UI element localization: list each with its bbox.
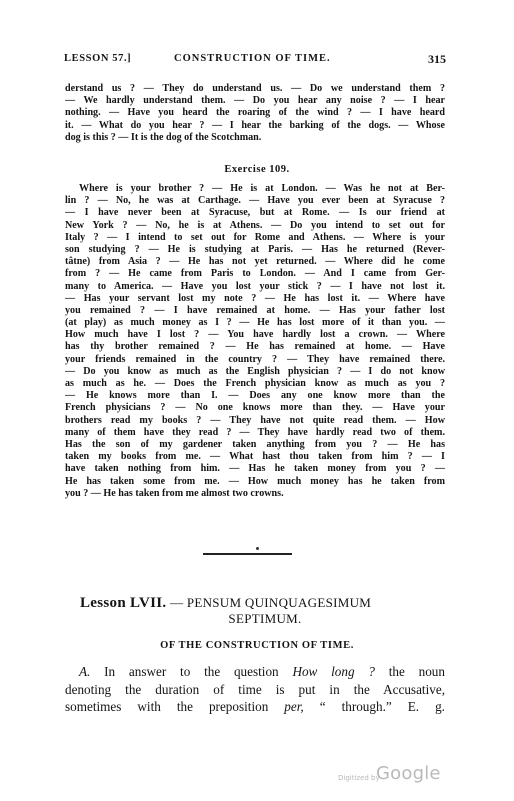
ornament-dot	[256, 547, 259, 550]
text-line: brothers read my books ? — They have not quite read them. — How	[65, 414, 445, 426]
text-line: many of them have they read ? — They have hardly read two of them.	[65, 426, 445, 438]
text-line: — Do you know as much as the English physician ? — I do not know	[65, 365, 445, 377]
google-logo: Google	[376, 763, 441, 784]
google-watermark	[338, 762, 448, 788]
exercise-heading: Exercise 109.	[224, 164, 290, 175]
lesson-heading	[80, 595, 440, 626]
lesson-title-line2: SEPTIMUM.	[228, 611, 302, 626]
italic-term: per,	[284, 699, 304, 714]
text-line: Has the son of my gardener taken anything from you ? — He has	[65, 438, 445, 450]
text-line: New York ? — No, he is at Athens. — Do you intend to set out for	[65, 219, 445, 231]
text-line: French physicians ? — No one knows more than they. — Have your	[65, 402, 445, 414]
paragraph-text: sometimes with the preposition	[65, 699, 285, 714]
text-line: have taken nothing from him. — Has he taken money from you ? —	[65, 463, 445, 475]
running-header	[64, 53, 446, 67]
text-line: Where is your brother ? — He is at London. — Was he not at Ber-	[79, 183, 445, 194]
paragraph-text: In answer to the question	[90, 664, 293, 679]
text-line: — I have never been at Syracuse, but at Rome. — Is our friend at	[65, 207, 445, 219]
paragraph-text: “ through.” E. g.	[303, 699, 445, 714]
text-line: as much as he. — Does the French physician know as much as you ?	[65, 378, 445, 389]
text-line: dog is this ? — It is the dog of the Scotchman.	[65, 131, 262, 143]
text-line: He has taken some from me. — How much money has he taken from	[65, 475, 445, 487]
exercise-109-text	[65, 183, 445, 500]
text-line: Italy ? — I intend to set out for Rome and Athens. — Where is your	[65, 231, 445, 243]
watermark-digitized: Digitized by	[338, 774, 380, 782]
continued-exercise-text	[65, 83, 445, 144]
text-line: tâtne) from Asia ? — He has not yet returned. — Where did he come	[65, 256, 445, 268]
text-line: you remained ? — I have remained at home. — Has your father lost	[65, 304, 445, 316]
text-line: — We hardly understand them. — Do you hear any noise ? — I hear	[65, 95, 445, 107]
text-line: it. — What do you hear ? — I hear the barking of the dogs. — Whose	[65, 119, 445, 131]
page-number: 315	[428, 52, 446, 66]
text-line: your friends remained in the country ? — They have remained there.	[65, 353, 445, 365]
paragraph-line: denoting the duration of time is put in the Accusative,	[65, 681, 445, 697]
text-line: — Has your servant lost my note ? — He has lost it. — Where have	[65, 292, 445, 304]
header-lesson: LESSON 57.]	[64, 53, 132, 64]
section-divider	[203, 553, 292, 555]
text-line: — He knows more than I. — Does any one know more than the	[65, 390, 445, 402]
text-line: many to America. — Have you lost your stick ? — I have not lost it.	[65, 280, 445, 292]
section-heading: OF THE CONSTRUCTION OF TIME.	[160, 640, 354, 651]
text-line: nothing. — Have you heard the roaring of the wind ? — I have heard	[65, 107, 445, 119]
paragraph-text: the noun	[374, 664, 445, 679]
rule-paragraph	[65, 663, 445, 716]
text-line: taken my books from me. — What hast thou taken from him ? — I	[65, 451, 445, 463]
text-line: lin ? — No, he was at Carthage. — Have you ever been at Syracuse ?	[65, 195, 445, 207]
text-line: How much have I lost ? — You have hardly lost a crown. — Where	[65, 329, 445, 341]
lesson-number: Lesson LVII.	[80, 595, 167, 611]
text-line: has thy brother remained ? — He has remained at home. — Have	[65, 341, 445, 353]
text-line: derstand us ? — They do understand us. — Do we understand them ?	[65, 83, 445, 94]
text-line: you ? — He has taken from me almost two crowns.	[65, 487, 284, 499]
paragraph-marker: A.	[79, 664, 91, 679]
lesson-title-line1: — PENSUM QUINQUAGESIMUM	[166, 595, 372, 610]
header-title: CONSTRUCTION OF TIME.	[174, 53, 331, 64]
text-line: son studying ? — He is studying at Paris. — Has he returned (Rever-	[65, 243, 445, 255]
text-line: (at play) as much money as I ? — He has lost more of it than you. —	[65, 317, 445, 329]
text-line: from ? — He came from Paris to London. — And I came from Ger-	[65, 268, 445, 280]
italic-term: How long ?	[292, 664, 375, 679]
